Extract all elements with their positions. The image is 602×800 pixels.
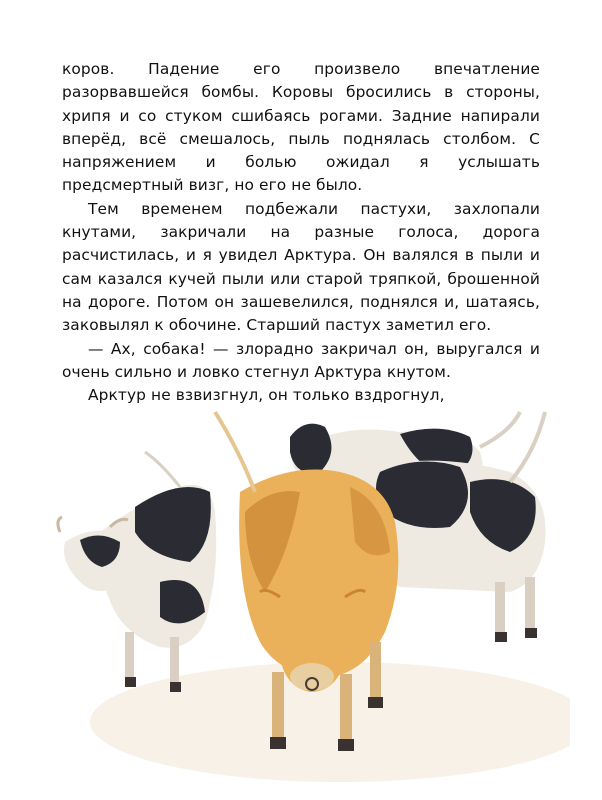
cows-drawing xyxy=(40,392,570,792)
paragraph-2: Тем временем подбежали пастухи, захлопали кнутами, закричали на разные голоса, дорога расчистилась, и я увидел Арктура. Он валялся в пыли и сам казался кучей пыли или старой тряпкой, брошенной на дороге. Потом он зашевелился, поднялся и, шатаясь, заковылял к обочине. Старший пастух заметил его. xyxy=(62,199,540,335)
paragraph-3: — Ах, собака! — злорадно закричал он, выругался и очень сильно и ловко стегнул Арктура кнутом. xyxy=(62,339,540,381)
cows-illustration xyxy=(40,392,570,792)
paragraph-4: Арктур не взвизгнул, он только вздрогнул, xyxy=(88,386,445,405)
left-cow xyxy=(58,452,216,692)
story-text xyxy=(62,58,540,407)
paragraph-1: коров. Падение его произвело впечатление разорвавшейся бомбы. Коровы бросились в стороны, хрипя и со стуком сшибаясь рогами. Задние напирали вперёд, всё смешалось, пыль поднялась столбом. С напряжением и болью ожидал я услышать предсмертный визг, но его не было. xyxy=(62,60,540,195)
